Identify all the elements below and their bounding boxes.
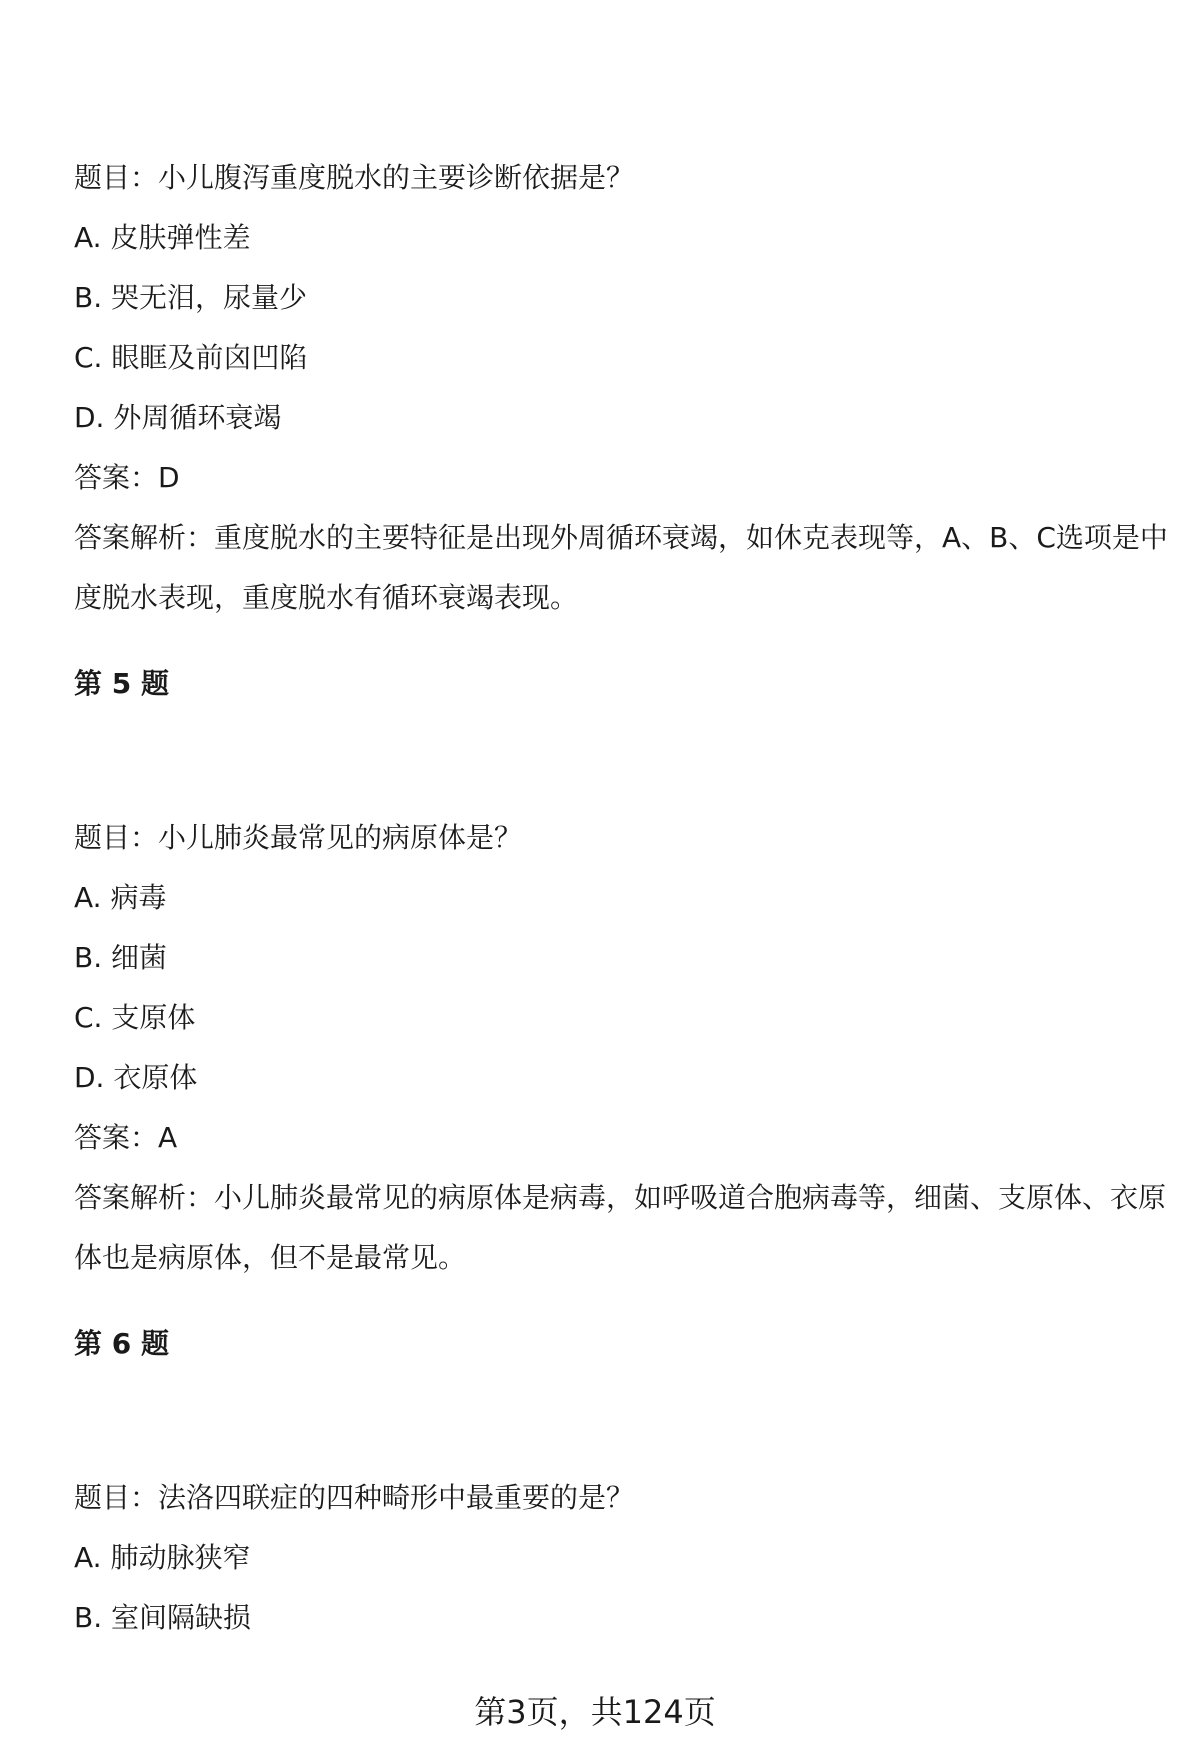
q5-answer: 答案：A	[74, 1121, 178, 1154]
q5-option-b: B. 细菌	[74, 941, 168, 974]
q4-option-b: B. 哭无泪，尿量少	[74, 281, 308, 314]
q4-question: 题目：小儿腹泻重度脱水的主要诊断依据是？	[74, 161, 635, 194]
q4-analysis: 答案解析：重度脱水的主要特征是出现外周循环衰竭，如休克表现等，A、B、C选项是中度脱水表现，重度脱水有循环衰竭表现。	[74, 521, 1168, 614]
q6-option-b: B. 室间隔缺损	[74, 1601, 252, 1634]
q5-option-a: A. 病毒	[74, 881, 167, 914]
q4-option-a: A. 皮肤弹性差	[74, 221, 251, 254]
q6-question: 题目：法洛四联症的四种畸形中最重要的是？	[74, 1481, 635, 1514]
page-number-footer: 第3页，共124页	[474, 1693, 716, 1731]
q5-heading: 第 5 题	[74, 667, 169, 700]
q4-answer: 答案：D	[74, 461, 180, 494]
q6-option-a: A. 肺动脉狭窄	[74, 1541, 251, 1574]
q5-analysis: 答案解析：小儿肺炎最常见的病原体是病毒，如呼吸道合胞病毒等，细菌、支原体、衣原体也是病原体，但不是最常见。	[74, 1181, 1167, 1274]
q5-option-d: D. 衣原体	[74, 1061, 198, 1094]
q4-option-c: C. 眼眶及前囟凹陷	[74, 341, 308, 374]
q5-option-c: C. 支原体	[74, 1001, 196, 1034]
q6-heading: 第 6 题	[74, 1327, 169, 1360]
q4-option-d: D. 外周循环衰竭	[74, 401, 282, 434]
q5-question: 题目：小儿肺炎最常见的病原体是？	[74, 821, 523, 854]
